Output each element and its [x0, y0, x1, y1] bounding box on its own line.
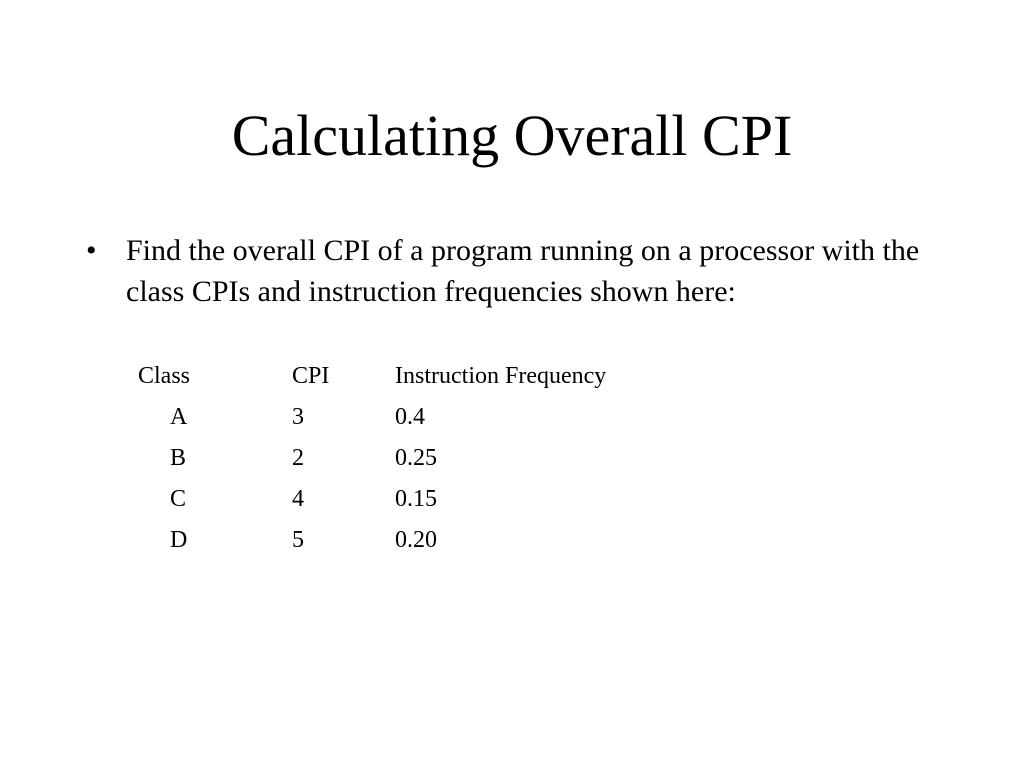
cell-cpi: 4 — [292, 486, 304, 512]
bullet-text: Find the overall CPI of a program running on a processor with the class CPIs and instruction frequencies shown here: — [126, 234, 920, 308]
table-row — [138, 479, 695, 520]
cell-class: D — [170, 527, 188, 553]
table-row — [138, 520, 695, 561]
instruction-class-table — [138, 356, 695, 561]
cell-frequency: 0.25 — [395, 445, 437, 471]
cell-cpi: 2 — [292, 445, 304, 471]
cell-frequency: 0.15 — [395, 486, 437, 512]
bullet-dot-icon: • — [86, 234, 97, 267]
cell-class: B — [170, 445, 187, 471]
cell-class: C — [170, 486, 187, 512]
cell-cpi: 5 — [292, 527, 304, 553]
header-class: Class — [138, 363, 191, 389]
table-row — [138, 397, 695, 438]
table-row — [138, 438, 695, 479]
cell-cpi: 3 — [292, 404, 304, 430]
cell-class: A — [170, 404, 188, 430]
table-header-row — [138, 356, 695, 397]
cell-frequency: 0.20 — [395, 527, 437, 553]
cell-frequency: 0.4 — [395, 404, 425, 430]
header-instruction-frequency: Instruction Frequency — [395, 363, 607, 389]
slide-title: Calculating Overall CPI — [231, 103, 793, 168]
header-cpi: CPI — [292, 363, 330, 389]
